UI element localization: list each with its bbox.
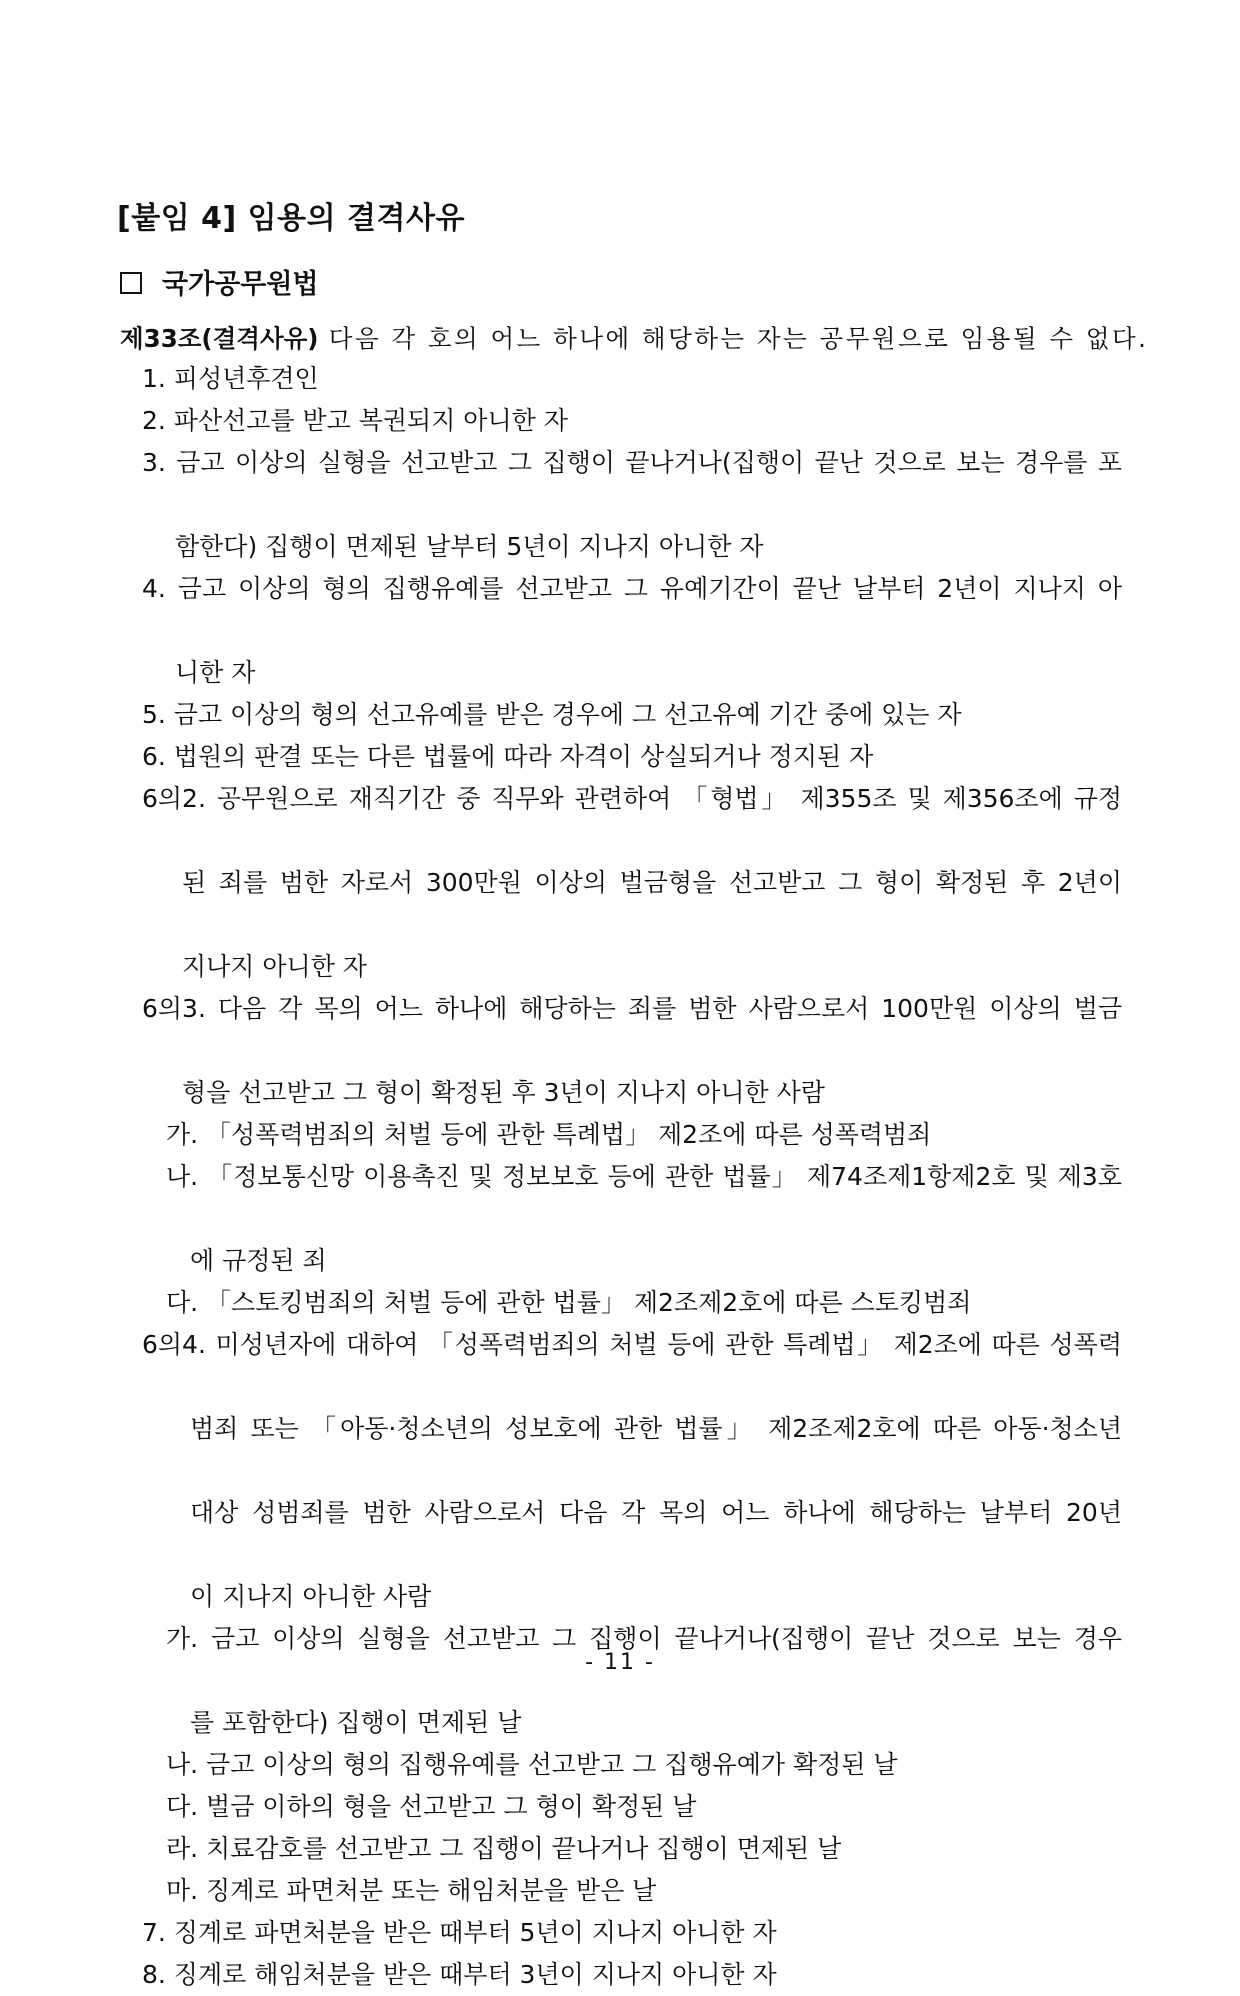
article-head: 제33조(결격사유) [120,324,319,353]
item-line: 된 죄를 범한 자로서 300만원 이상의 벌금형을 선고받고 그 형이 확정된 후 2년이 [182,868,1122,897]
list-item-continuation [142,1072,1122,1114]
item-line: 를 포함한다) 집행이 면제된 날 [190,1708,522,1737]
item-line: 가. 금고 이상의 실형을 선고받고 그 집행이 끝나거나(집행이 끝난 것으로 보는 경우 [166,1624,1122,1653]
list-item [142,694,1122,736]
item-line: 범죄 또는 「아동·청소년의 성보호에 관한 법률」 제2조제2호에 따른 아동·청소년 [190,1414,1122,1443]
item-line: 에 규정된 죄 [190,1246,327,1275]
sub-item [166,1156,1122,1240]
attachment-title: [붙임 4] 임용의 결격사유 [117,201,465,236]
item-line: 가. 「성폭력범죄의 처벌 등에 관한 특례법」 제2조에 따른 성폭력범죄 [166,1120,932,1149]
disqualification-list [0,358,1240,1996]
item-line: 4. 금고 이상의 형의 집행유예를 선고받고 그 유예기간이 끝난 날부터 2년이 지나지 아 [142,574,1122,603]
list-item-continuation [142,652,1122,694]
item-line: 6의2. 공무원으로 재직기간 중 직무와 관련하여 「형법」 제355조 및 제356조에 규정 [142,784,1122,813]
list-item [142,1324,1122,1408]
list-item-continuation [142,862,1122,946]
list-item [142,736,1122,778]
item-line: 형을 선고받고 그 형이 확정된 후 3년이 지나지 아니한 사람 [182,1078,825,1107]
item-line: 6. 법원의 판결 또는 다른 법률에 따라 자격이 상실되거나 정지된 자 [142,742,874,771]
item-line: 나. 「정보통신망 이용촉진 및 정보보호 등에 관한 법률」 제74조제1항제2호 및 제3호 [166,1162,1122,1191]
section-heading [120,262,319,301]
list-item [142,988,1122,1072]
list-item-continuation [142,1408,1122,1492]
item-line: 마. 징계로 파면처분 또는 해임처분을 받은 날 [166,1876,657,1905]
list-item-continuation [142,526,1122,568]
section-heading-text: 국가공무원법 [162,269,319,300]
list-item-continuation [142,1492,1122,1576]
item-line: 5. 금고 이상의 형의 선고유예를 받은 경우에 그 선고유예 기간 중에 있는 자 [142,700,962,729]
item-line: 3. 금고 이상의 실형을 선고받고 그 집행이 끝나거나(집행이 끝난 것으로 보는 경우를 포 [142,448,1122,477]
sub-item-continuation [166,1702,1122,1744]
item-line: 다. 벌금 이하의 형을 선고받고 그 형이 확정된 날 [166,1792,697,1821]
article-intro [120,318,1149,360]
list-item [142,1954,1122,1996]
list-item [142,568,1122,652]
item-line: 1. 피성년후견인 [142,364,319,393]
sub-item [166,1114,1122,1156]
list-item [142,358,1122,400]
article-text: 다음 각 호의 어느 하나에 해당하는 자는 공무원으로 임용될 수 없다. [318,324,1149,353]
item-line: 2. 파산선고를 받고 복권되지 아니한 자 [142,406,568,435]
list-item [142,778,1122,862]
item-line: 6의3. 다음 각 목의 어느 하나에 해당하는 죄를 범한 사람으로서 100만원 이상의 벌금 [142,994,1122,1023]
item-line: 지나지 아니한 자 [182,952,367,981]
item-line: 라. 치료감호를 선고받고 그 집행이 끝나거나 집행이 면제된 날 [166,1834,842,1863]
item-line: 이 지나지 아니한 사람 [190,1582,432,1611]
item-line: 다. 「스토킹범죄의 처벌 등에 관한 법률」 제2조제2호에 따른 스토킹범죄 [166,1288,972,1317]
page-number: - 11 - [585,1650,655,1675]
item-line: 7. 징계로 파면처분을 받은 때부터 5년이 지나지 아니한 자 [142,1918,777,1947]
checkbox-square-icon [120,272,142,294]
item-line: 나. 금고 이상의 형의 집행유예를 선고받고 그 집행유예가 확정된 날 [166,1750,898,1779]
item-line: 니한 자 [175,658,256,687]
item-line: 대상 성범죄를 범한 사람으로서 다음 각 목의 어느 하나에 해당하는 날부터 20년 [190,1498,1122,1527]
sub-item [166,1870,1122,1912]
sub-item [166,1828,1122,1870]
sub-item [166,1744,1122,1786]
sub-item [166,1786,1122,1828]
list-item [142,400,1122,442]
sub-item-continuation [166,1240,1122,1282]
sub-item [166,1282,1122,1324]
list-item-continuation [142,946,1122,988]
list-item-continuation [142,1576,1122,1618]
item-line: 6의4. 미성년자에 대하여 「성폭력범죄의 처벌 등에 관한 특례법」 제2조에 따른 성폭력 [142,1330,1122,1359]
list-item [142,1912,1122,1954]
item-line: 함한다) 집행이 면제된 날부터 5년이 지나지 아니한 자 [175,532,764,561]
list-item [142,442,1122,526]
item-line: 8. 징계로 해임처분을 받은 때부터 3년이 지나지 아니한 자 [142,1960,777,1989]
